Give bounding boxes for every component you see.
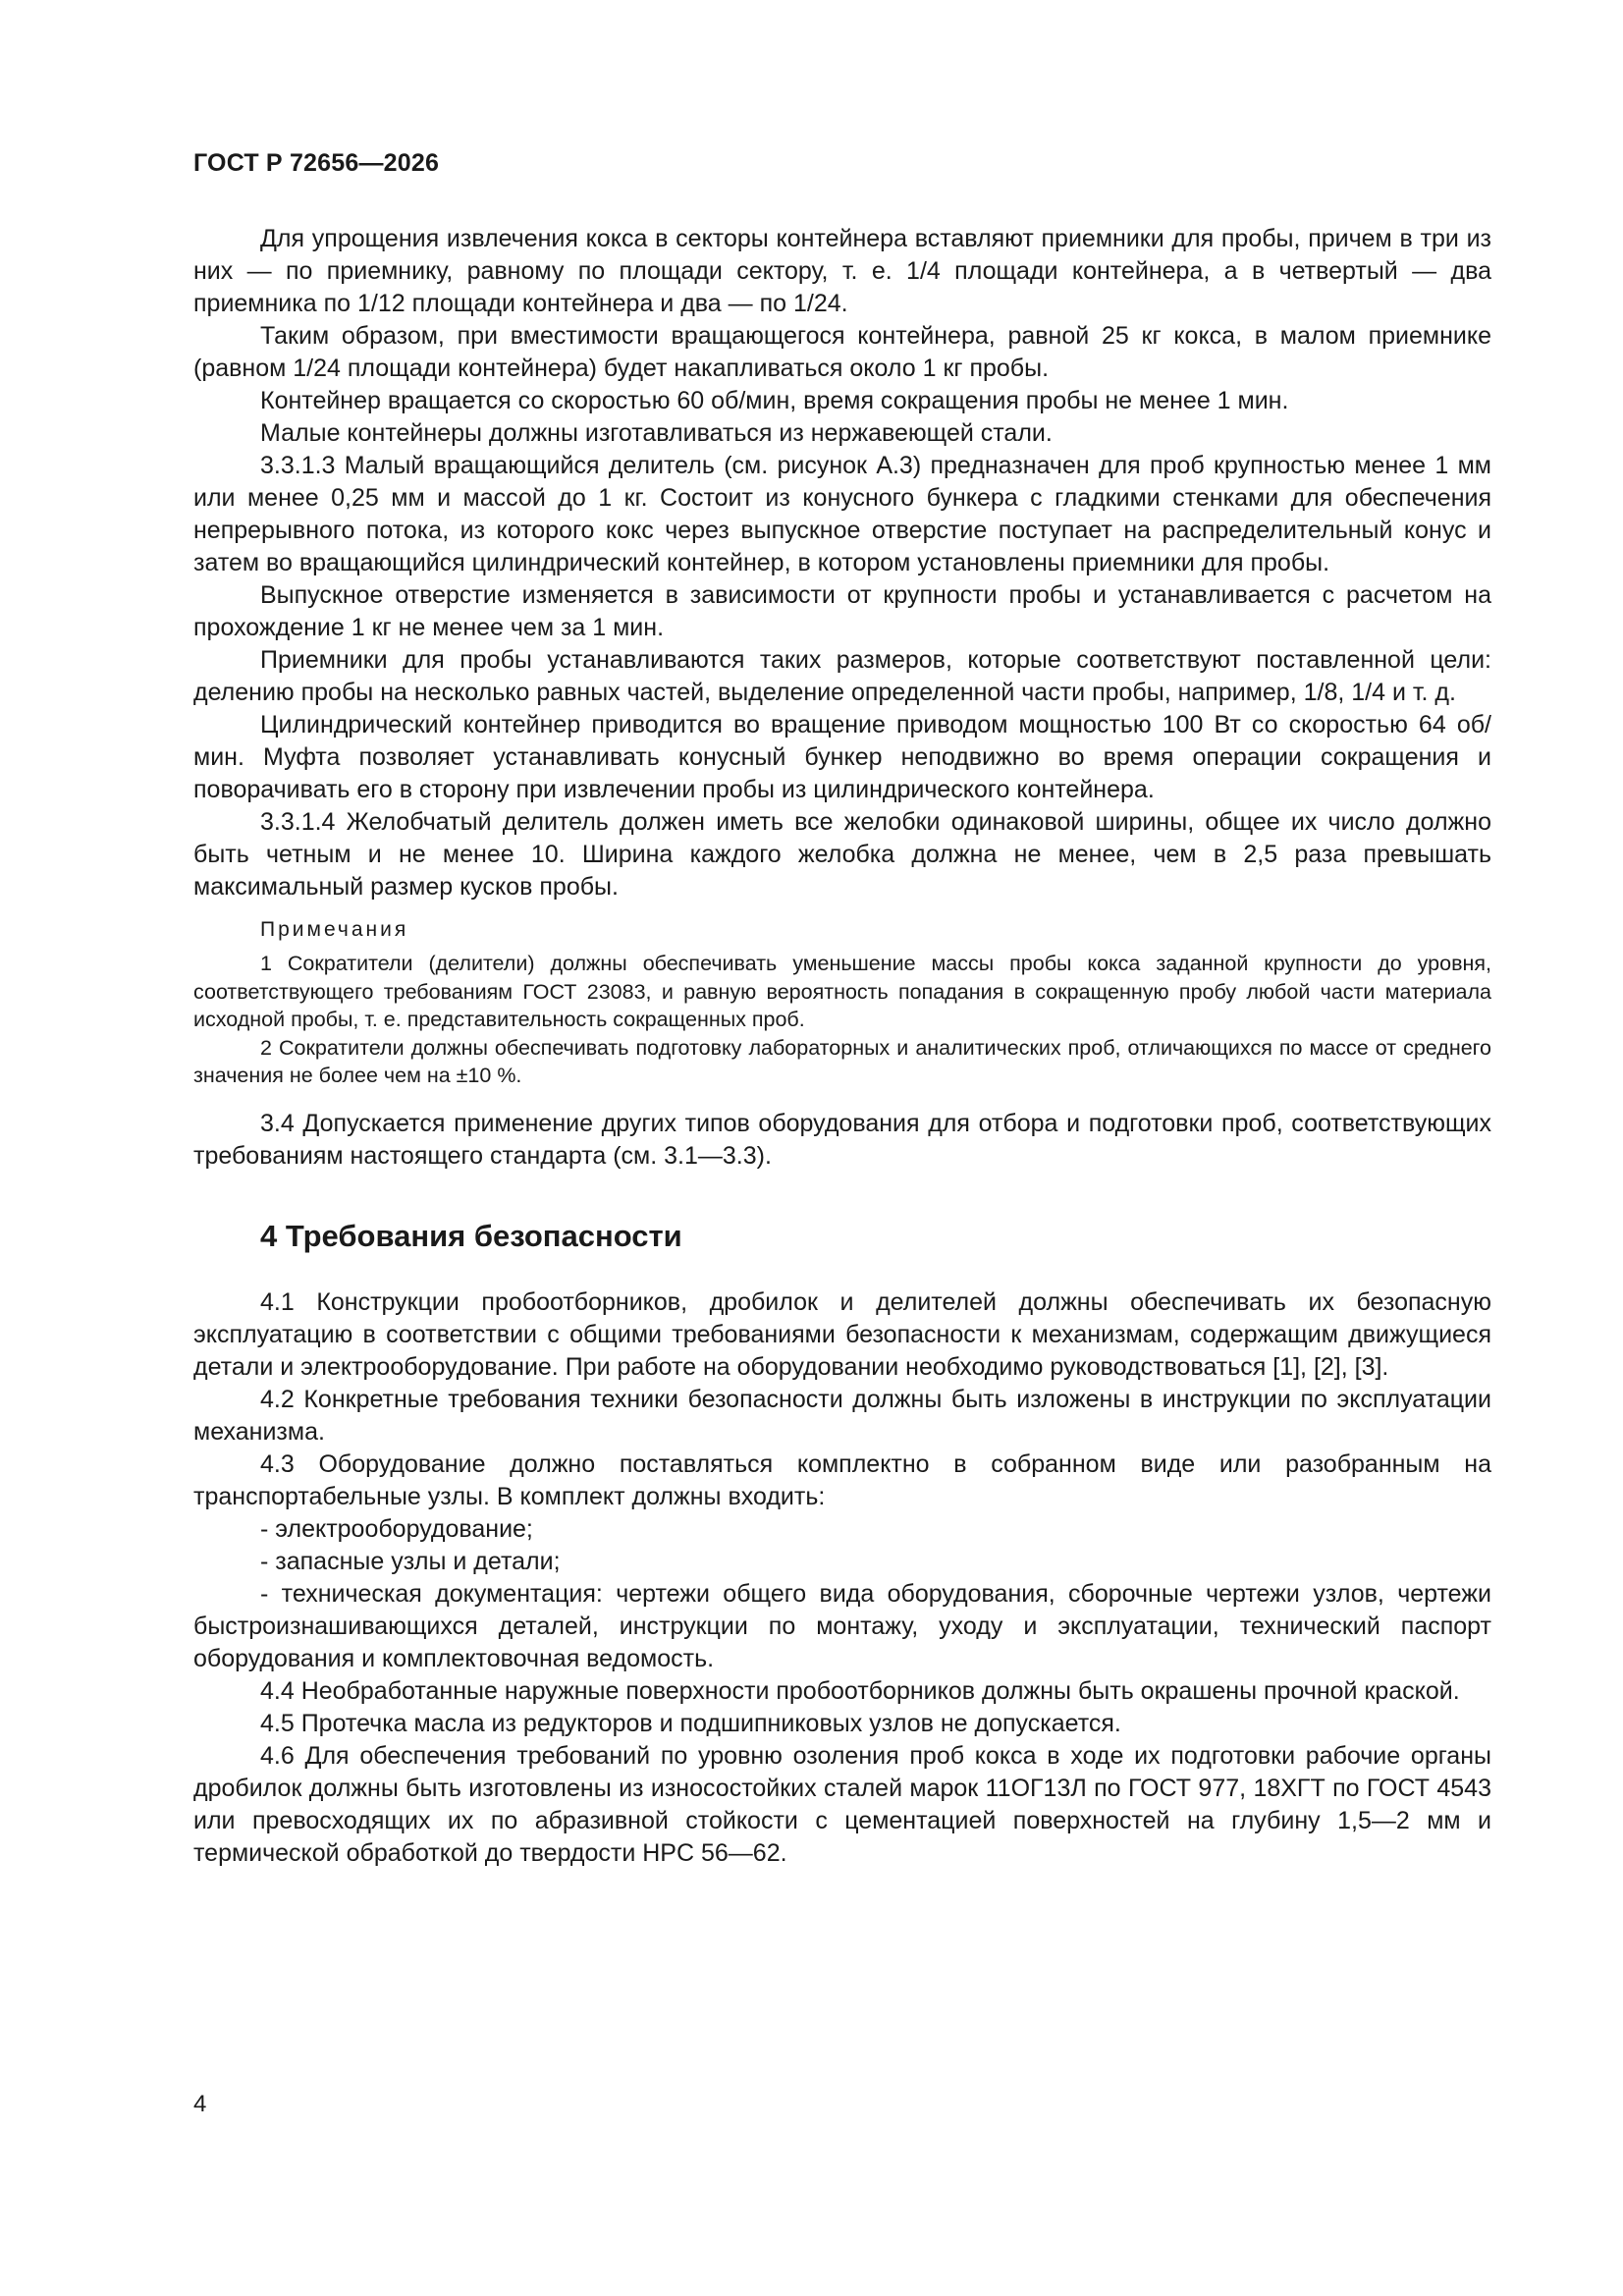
paragraph-3-3-1-4: 3.3.1.4 Желобчатый делитель должен иметь все желобки одинаковой ширины, общее их число должно быть четным и не менее 10. Ширина каждого желобка должна не менее, чем в 2,5 раза превышать максимальный размер кусков пробы. bbox=[193, 808, 1491, 901]
paragraph: Выпускное отверстие изменяется в зависимости от крупности пробы и устанавливается с расчетом на прохождение 1 кг не менее чем за 1 мин. bbox=[193, 581, 1491, 641]
page-body bbox=[193, 223, 1491, 1870]
list-item: - электрооборудование; bbox=[260, 1514, 533, 1543]
paragraph-4-2: 4.2 Конкретные требования техники безопасности должны быть изложены в инструкции по эксплуатации механизма. bbox=[193, 1385, 1491, 1446]
note-1: 1 Сократители (делители) должны обеспечивать уменьшение массы пробы кокса заданной крупности до уровня, соответствующего требованиям ГОСТ 23083, и равную вероятность попадания в сокращенную пробу любой части материала исходной пробы, т. е. представительность сокращенных проб. bbox=[193, 952, 1491, 1032]
paragraph-4-1: 4.1 Конструкции пробоотборников, дробилок и делителей должны обеспечивать их безопасную эксплуатацию в соответствии с общими требованиями безопасности к механизмам, содержащим движущиеся детали и электрооборудование. При работе на оборудовании необходимо руководствоваться [1], [2], [3]. bbox=[193, 1287, 1491, 1381]
paragraph: Цилиндрический контейнер приводится во вращение приводом мощностью 100 Вт со скоростью 64 об/мин. Муфта позволяет устанавливать конусный бункер неподвижно во время операции сокращения и поворачивать его в сторону при извлечении пробы из цилиндрического контейнера. bbox=[193, 711, 1491, 803]
paragraph-3-4: 3.4 Допускается применение других типов оборудования для отбора и подготовки проб, соответствующих требованиям настоящего стандарта (см. 3.1—3.3). bbox=[193, 1109, 1491, 1170]
paragraph: Для упрощения извлечения кокса в секторы контейнера вставляют приемники для пробы, причем в три из них — по приемнику, равному по площади сектору, т. е. 1/4 площади контейнера, а в четвертый — два приемника по 1/12 площади контейнера и два — по 1/24. bbox=[193, 225, 1491, 317]
paragraph-3-3-1-3: 3.3.1.3 Малый вращающийся делитель (см. рисунок А.3) предназначен для проб крупностью менее 1 мм или менее 0,25 мм и массой до 1 кг. Состоит из конусного бункера с гладкими стенками для обеспечения непрерывного потока, из которого кокс через выпускное отверстие поступает на распределительный конус и затем во вращающийся цилиндрический контейнер, в котором установлены приемники для пробы. bbox=[193, 452, 1491, 576]
page-number: 4 bbox=[193, 2091, 207, 2117]
paragraph: Таким образом, при вместимости вращающегося контейнера, равной 25 кг кокса, в малом приемнике (равном 1/24 площади контейнера) будет накапливаться около 1 кг пробы. bbox=[193, 322, 1491, 382]
paragraph: Приемники для пробы устанавливаются таких размеров, которые соответствуют поставленной цели: делению пробы на несколько равных частей, выделение определенной части пробы, например, 1/8, 1/4 и т. д. bbox=[193, 646, 1491, 706]
list-item: - техническая документация: чертежи общего вида оборудования, сборочные чертежи узлов, чертежи быстроизнашивающихся деталей, инструкции по монтажу, уходу и эксплуатации, технический паспорт оборудования и комплектовочная ведомость. bbox=[193, 1579, 1491, 1672]
section-heading-4: 4 Требования безопасности bbox=[260, 1218, 682, 1253]
paragraph-4-3: 4.3 Оборудование должно поставляться комплектно в собранном виде или разобранным на транспортабельные узлы. В комплект должны входить: bbox=[193, 1449, 1491, 1510]
paragraph-4-5: 4.5 Протечка масла из редукторов и подшипниковых узлов не допускается. bbox=[260, 1709, 1121, 1737]
note-2: 2 Сократители должны обеспечивать подготовку лабораторных и аналитических проб, отличающихся по массе от среднего значения не более чем на ±10 %. bbox=[193, 1035, 1491, 1088]
paragraph-4-6: 4.6 Для обеспечения требований по уровню озоления проб кокса в ходе их подготовки рабочие органы дробилок должны быть изготовлены из износостойких сталей марок 11ОГ13Л по ГОСТ 977, 18ХГТ по ГОСТ 4543 или превосходящих их по абразивной стойкости с цементацией поверхностей на глубину 1,5—2 мм и термической обработкой до твердости HPC 56—62. bbox=[193, 1741, 1491, 1867]
paragraph: Контейнер вращается со скоростью 60 об/мин, время сокращения пробы не менее 1 мин. bbox=[260, 387, 1289, 414]
list-item: - запасные узлы и детали; bbox=[260, 1547, 561, 1575]
paragraph: Малые контейнеры должны изготавливаться из нержавеющей стали. bbox=[260, 419, 1053, 447]
notes-title: Примечания bbox=[260, 918, 409, 941]
paragraph-4-4: 4.4 Необработанные наружные поверхности пробоотборников должны быть окрашены прочной краской. bbox=[260, 1676, 1460, 1705]
document-code: ГОСТ Р 72656—2026 bbox=[193, 149, 440, 177]
